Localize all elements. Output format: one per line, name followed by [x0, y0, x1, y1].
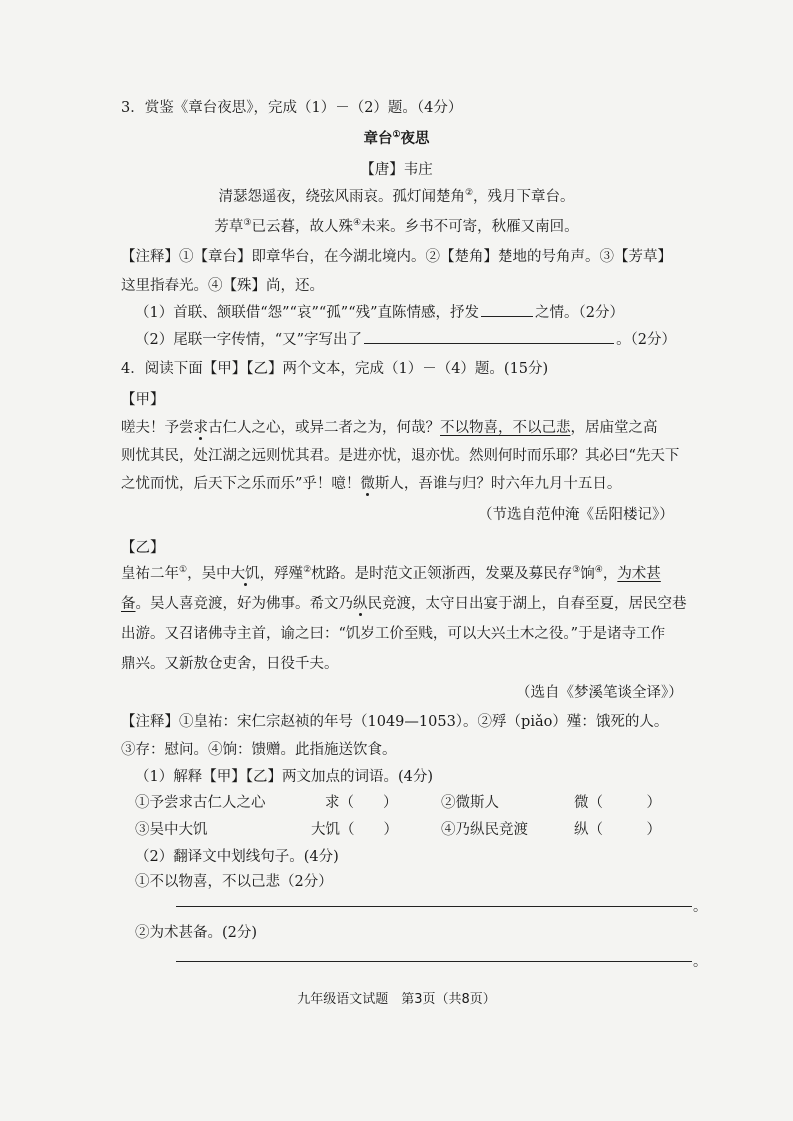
- q3-note-line-1: 【注释】①【章台】即章华台，在今湖北境内。②【楚角】楚地的号角声。③【芳草】: [121, 249, 672, 265]
- jia-label: 【甲】: [121, 392, 165, 408]
- answer-line-2[interactable]: [176, 961, 692, 962]
- yi-line-1: 皇祐二年①，吴中大饥，殍殣②枕路。是时范文正领浙西，发粟及募民存③饷④，为术甚: [121, 565, 661, 582]
- yi-line-4: 鼎兴。又新敖仓吏舍，日役千夫。: [121, 656, 339, 672]
- jia-line-1: 嗟夫！予尝求古仁人之心，或异二者之为，何哉？不以物喜，不以己悲，居庙堂之高: [121, 420, 658, 436]
- poem-line-2: 芳草③已云暮，故人殊④未来。乡书不可寄，秋雁又南回。: [214, 218, 579, 235]
- q4-sub2-heading: （2）翻译文中划线句子。(4分): [135, 849, 339, 865]
- q4-item-2-blank[interactable]: 微（ ）: [574, 795, 661, 811]
- answer-line-1[interactable]: [176, 906, 692, 907]
- q4-item-1: ①予尝求古仁人之心: [135, 795, 266, 811]
- q4-item-1-blank[interactable]: 求（ ）: [325, 795, 398, 811]
- q4-item-4: ④乃纵民竞渡: [441, 822, 528, 838]
- q4-translate-1: ①不以物喜，不以己悲（2分）: [135, 874, 333, 890]
- answer-line-1-period: 。: [693, 899, 707, 915]
- page-footer: 九年级语文试题 第3页（共8页）: [297, 992, 496, 1007]
- q4-note-line-1: 【注释】①皇祐：宋仁宗赵祯的年号（1049—1053）。②殍（piǎo）殣：饿死的人。: [121, 714, 669, 730]
- yi-line-2: 备。吴人喜竞渡，好为佛事。希文乃纵民竞渡，太守日出宴于湖上，自春至夏，居民空巷: [121, 596, 687, 612]
- jia-line-3: 之忧而忧，后天下之乐而乐”乎！噫！微斯人，吾谁与归？时六年九月十五日。: [121, 476, 622, 492]
- poem-line-1: 清瑟怨遥夜，绕弦风雨哀。孤灯闻楚角②，残月下章台。: [218, 188, 575, 205]
- yi-label: 【乙】: [121, 540, 165, 556]
- q3-note-line-2: 这里指春光。④【殊】尚，还。: [121, 278, 324, 294]
- q4-item-2: ②微斯人: [441, 795, 499, 811]
- jia-source: （节选自范仲淹《岳阳楼记》）: [478, 507, 674, 523]
- q4-sub1-heading: （1）解释【甲】【乙】两文加点的词语。(4分): [135, 769, 434, 785]
- q4-item-3: ③吴中大饥: [135, 822, 208, 838]
- q4-translate-2: ②为术甚备。(2分): [135, 925, 258, 941]
- q3-heading: 3．赏鉴《章台夜思》，完成（1）－（2）题。（4分）: [121, 100, 463, 116]
- q4-heading: 4．阅读下面【甲】【乙】两个文本，完成（1）－（4）题。(15分): [121, 361, 549, 377]
- answer-line-2-period: 。: [693, 954, 707, 970]
- q4-item-3-blank[interactable]: 大饥（ ）: [311, 822, 398, 838]
- q4-item-4-blank[interactable]: 纵（ ）: [574, 822, 661, 838]
- poem-author: 【唐】韦庄: [360, 162, 433, 178]
- poem-title: 章台①夜思: [363, 130, 430, 147]
- yi-line-3: 出游。又召诸佛寺主首，谕之曰：“饥岁工价至贱，可以大兴土木之役。”于是诸寺工作: [121, 626, 666, 642]
- q4-note-line-2: ③存：慰问。④饷：馈赠。此指施送饮食。: [121, 742, 397, 758]
- answer-blank[interactable]: [481, 302, 533, 317]
- jia-line-2: 则忧其民，处江湖之远则忧其君。是进亦忧，退亦忧。然则何时而乐耶？其必曰“先天下: [121, 448, 680, 464]
- answer-blank[interactable]: [364, 329, 614, 344]
- yi-source: （选自《梦溪笔谈全译》）: [516, 685, 683, 701]
- q3-sub1: （1）首联、颔联借“怨”“哀”“孤”“残”直陈情感，抒发 之情。（2分）: [135, 302, 624, 323]
- q3-sub2: （2）尾联一字传情，“又”字写出了 。（2分）: [135, 329, 676, 350]
